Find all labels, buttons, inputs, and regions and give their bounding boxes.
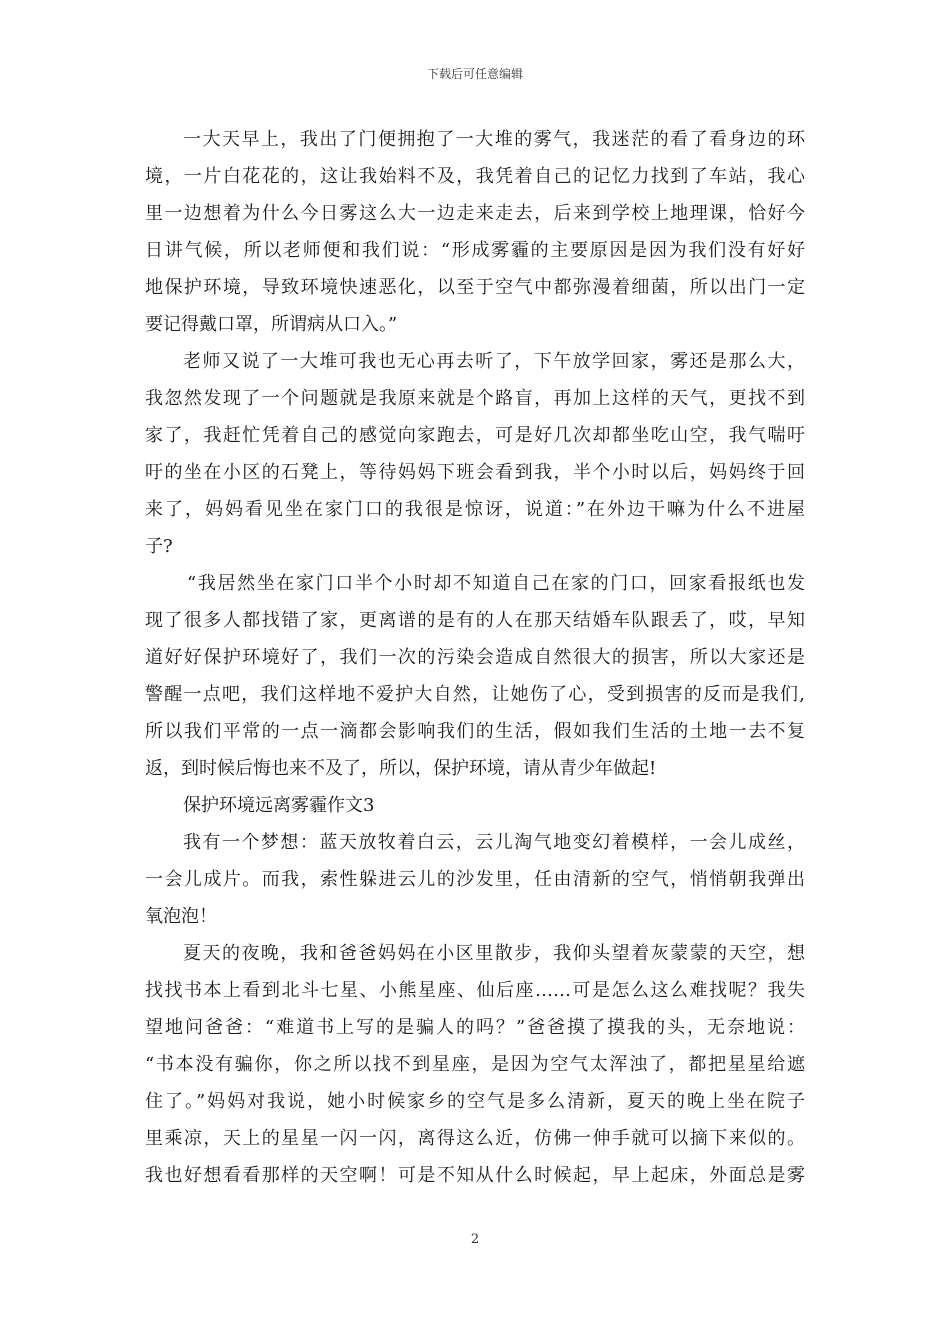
text-line: “书本没有骗你，你之所以找不到星座，是因为空气太浑浊了，都把星星给遮 <box>145 1054 805 1075</box>
text-line: 警醒一点吧，我们这样地不爱护大自然，让她伤了心，受到损害的反而是我们, <box>145 684 805 705</box>
text-line: 家了，我赶忙凭着自己的感觉向家跑去，可是好几次却都坐吃山空，我气喘吁 <box>145 425 805 446</box>
text-line: 子? <box>145 536 173 557</box>
page-header: 下载后可任意编辑 <box>426 67 523 81</box>
text-line: 找找书本上看到北斗七星、小熊星座、仙后座……可是怎么这么难找呢？我失 <box>145 980 805 1001</box>
document-body <box>145 121 805 1194</box>
text-line: 吁的坐在小区的石凳上，等待妈妈下班会看到我，半个小时以后，妈妈终于回 <box>145 462 805 483</box>
text-line: 现了很多人都找错了家，更离谱的是有的人在那天结婚车队跟丢了，哎，早知 <box>145 610 805 631</box>
text-line: 一大天早上，我出了门便拥抱了一大堆的雾气，我迷茫的看了看身边的环 <box>183 129 805 150</box>
text-line: 保护环境远离雾霾作文3 <box>183 795 375 816</box>
text-line: 我有一个梦想：蓝天放牧着白云，云儿淘气地变幻着模样，一会儿成丝， <box>183 832 805 853</box>
text-line: 返，到时候后悔也来不及了，所以，保护环境，请从青少年做起! <box>145 758 657 779</box>
text-line: 里乘凉，天上的星星一闪一闪，离得这么近，仿佛一伸手就可以摘下来似的。 <box>145 1128 805 1149</box>
text-line: 所以我们平常的一点一滴都会影响我们的生活，假如我们生活的土地一去不复 <box>145 721 805 742</box>
text-line: 我忽然发现了一个问题就是我原来就是个路盲，再加上这样的天气，更找不到 <box>145 388 805 409</box>
text-line: 一会儿成片。而我，索性躲进云儿的沙发里，任由清新的空气，悄悄朝我弹出 <box>145 869 805 890</box>
text-line: 我也好想看看那样的天空啊！可是不知从什么时候起，早上起床，外面总是雾 <box>145 1165 805 1186</box>
text-line: 地保护环境，导致环境快速恶化，以至于空气中都弥漫着细菌，所以出门一定 <box>145 277 805 298</box>
text-line: 要记得戴口罩，所谓病从口入。” <box>145 314 398 335</box>
text-line: 日讲气候，所以老师便和我们说：“形成雾霾的主要原因是因为我们没有好好 <box>145 240 805 261</box>
text-line: 老师又说了一大堆可我也无心再去听了，下午放学回家，雾还是那么大， <box>183 351 805 372</box>
page-number: 2 <box>470 1232 480 1247</box>
text-line: 来了，妈妈看见坐在家门口的我很是惊讶，说道：”在外边干嘛为什么不进屋 <box>145 499 805 520</box>
text-line: 住了。”妈妈对我说，她小时候家乡的空气是多么清新，夏天的晚上坐在院子 <box>145 1091 805 1112</box>
text-line: “我居然坐在家门口半个小时却不知道自己在家的门口，回家看报纸也发 <box>187 573 805 594</box>
text-line: 道好好保护环境好了，我们一次的污染会造成自然很大的损害，所以大家还是 <box>145 647 805 668</box>
text-line: 里一边想着为什么今日雾这么大一边走来走去，后来到学校上地理课，恰好今 <box>145 203 805 224</box>
text-line: 氧泡泡！ <box>145 906 217 927</box>
text-line: 夏天的夜晚，我和爸爸妈妈在小区里散步，我仰头望着灰蒙蒙的天空，想 <box>183 943 805 964</box>
text-line: 境，一片白花花的，这让我始料不及，我凭着自己的记忆力找到了车站，我心 <box>145 166 805 187</box>
text-line: 望地问爸爸：“难道书上写的是骗人的吗？”爸爸摸了摸我的头，无奈地说： <box>145 1017 805 1038</box>
